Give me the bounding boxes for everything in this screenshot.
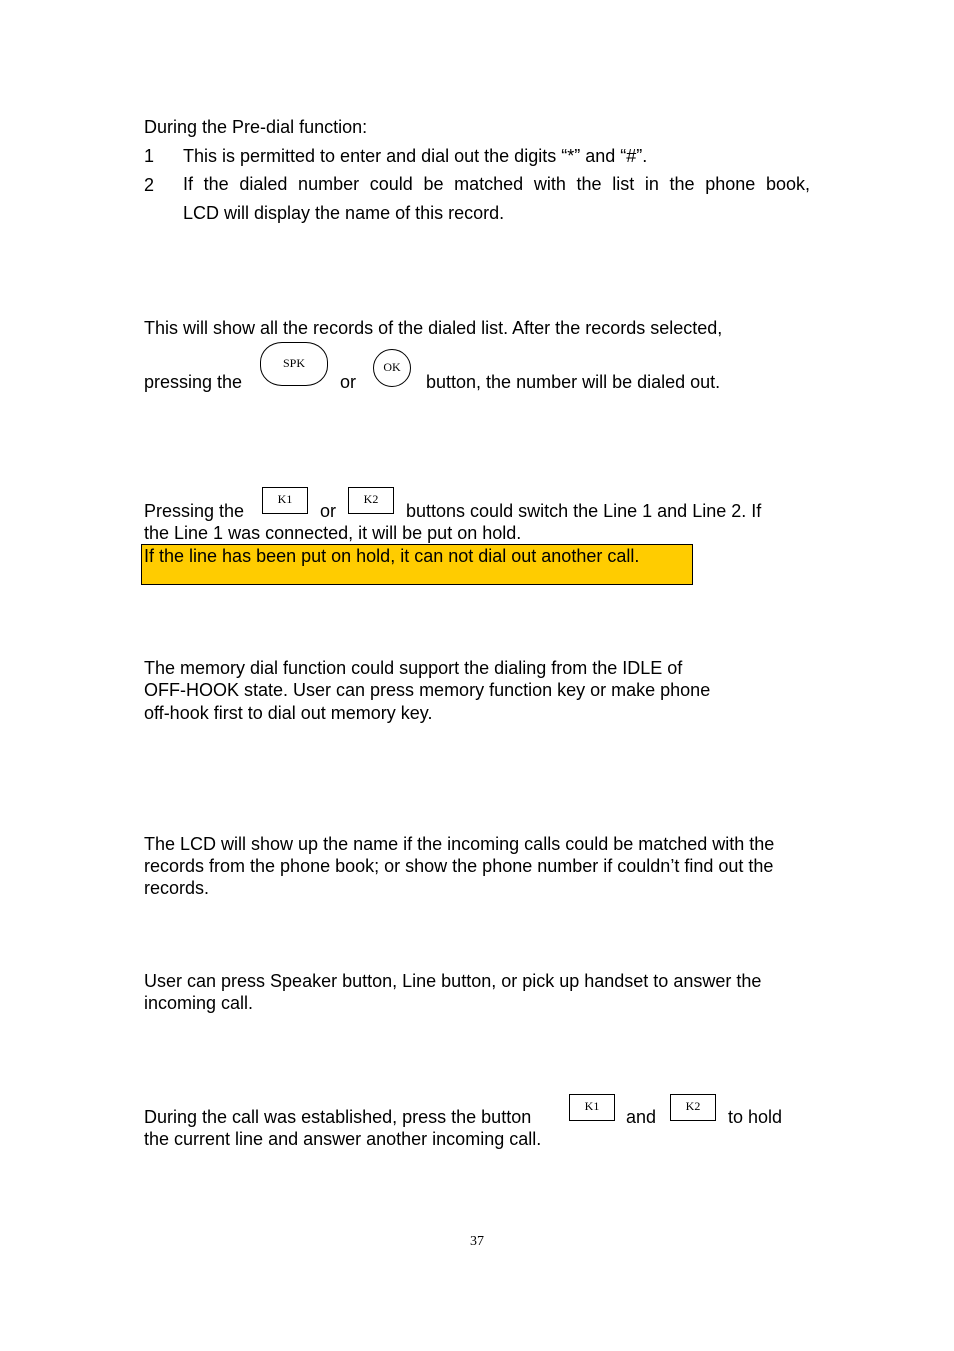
incoming-display-text: The LCD will show up the name if the incoming calls could be matched with the xyxy=(144,834,775,854)
hold-note-text: If the line has been put on hold, it can not dial out another call. xyxy=(144,546,640,566)
memory-dial-text: The memory dial function could support the dialing from the IDLE of xyxy=(144,658,683,678)
answer-text: incoming call. xyxy=(144,993,254,1013)
call-waiting-pre: During the call was established, press the button xyxy=(144,1107,532,1127)
k1-key-icon: K1 xyxy=(569,1094,615,1121)
call-waiting-post: to hold xyxy=(728,1107,783,1127)
page-number: 37 xyxy=(470,1234,484,1249)
incoming-display-text: records. xyxy=(144,878,210,898)
hold-note-box xyxy=(141,544,693,585)
list-number: 2 xyxy=(144,175,155,195)
memory-dial-text: OFF-HOOK state. User can press memory function key or make phone xyxy=(144,680,711,700)
call-waiting-and: and xyxy=(626,1107,657,1127)
k1-key-icon: K1 xyxy=(262,487,308,514)
ok-key-icon: OK xyxy=(373,349,411,387)
answer-text: User can press Speaker button, Line button, or pick up handset to answer the xyxy=(144,971,762,991)
k2-key-icon: K2 xyxy=(670,1094,716,1121)
list-item-text: If the dialed number could be matched with the list in the phone book, xyxy=(183,174,810,194)
spk-key-icon: SPK xyxy=(260,342,328,386)
redial-post: button, the number will be dialed out. xyxy=(426,372,721,392)
predial-intro: During the Pre-dial function: xyxy=(144,117,368,137)
list-item-text-continued: LCD will display the name of this record. xyxy=(183,203,505,223)
switch-post: buttons could switch the Line 1 and Line 2. If xyxy=(406,501,762,521)
redial-or: or xyxy=(340,372,357,392)
switch-text-line2: the Line 1 was connected, it will be put on hold. xyxy=(144,523,522,543)
switch-or: or xyxy=(320,501,337,521)
redial-pressing: pressing the xyxy=(144,372,243,392)
list-number: 1 xyxy=(144,146,155,166)
call-waiting-line2: the current line and answer another incoming call. xyxy=(144,1129,542,1149)
switch-pressing: Pressing the xyxy=(144,501,245,521)
incoming-display-text: records from the phone book; or show the phone number if couldn’t find out the xyxy=(144,856,774,876)
list-item-text: This is permitted to enter and dial out the digits “*” and “#”. xyxy=(183,146,648,166)
k2-key-icon: K2 xyxy=(348,487,394,514)
redial-text: This will show all the records of the dialed list. After the records selected, xyxy=(144,318,723,338)
memory-dial-text: off-hook first to dial out memory key. xyxy=(144,703,433,723)
